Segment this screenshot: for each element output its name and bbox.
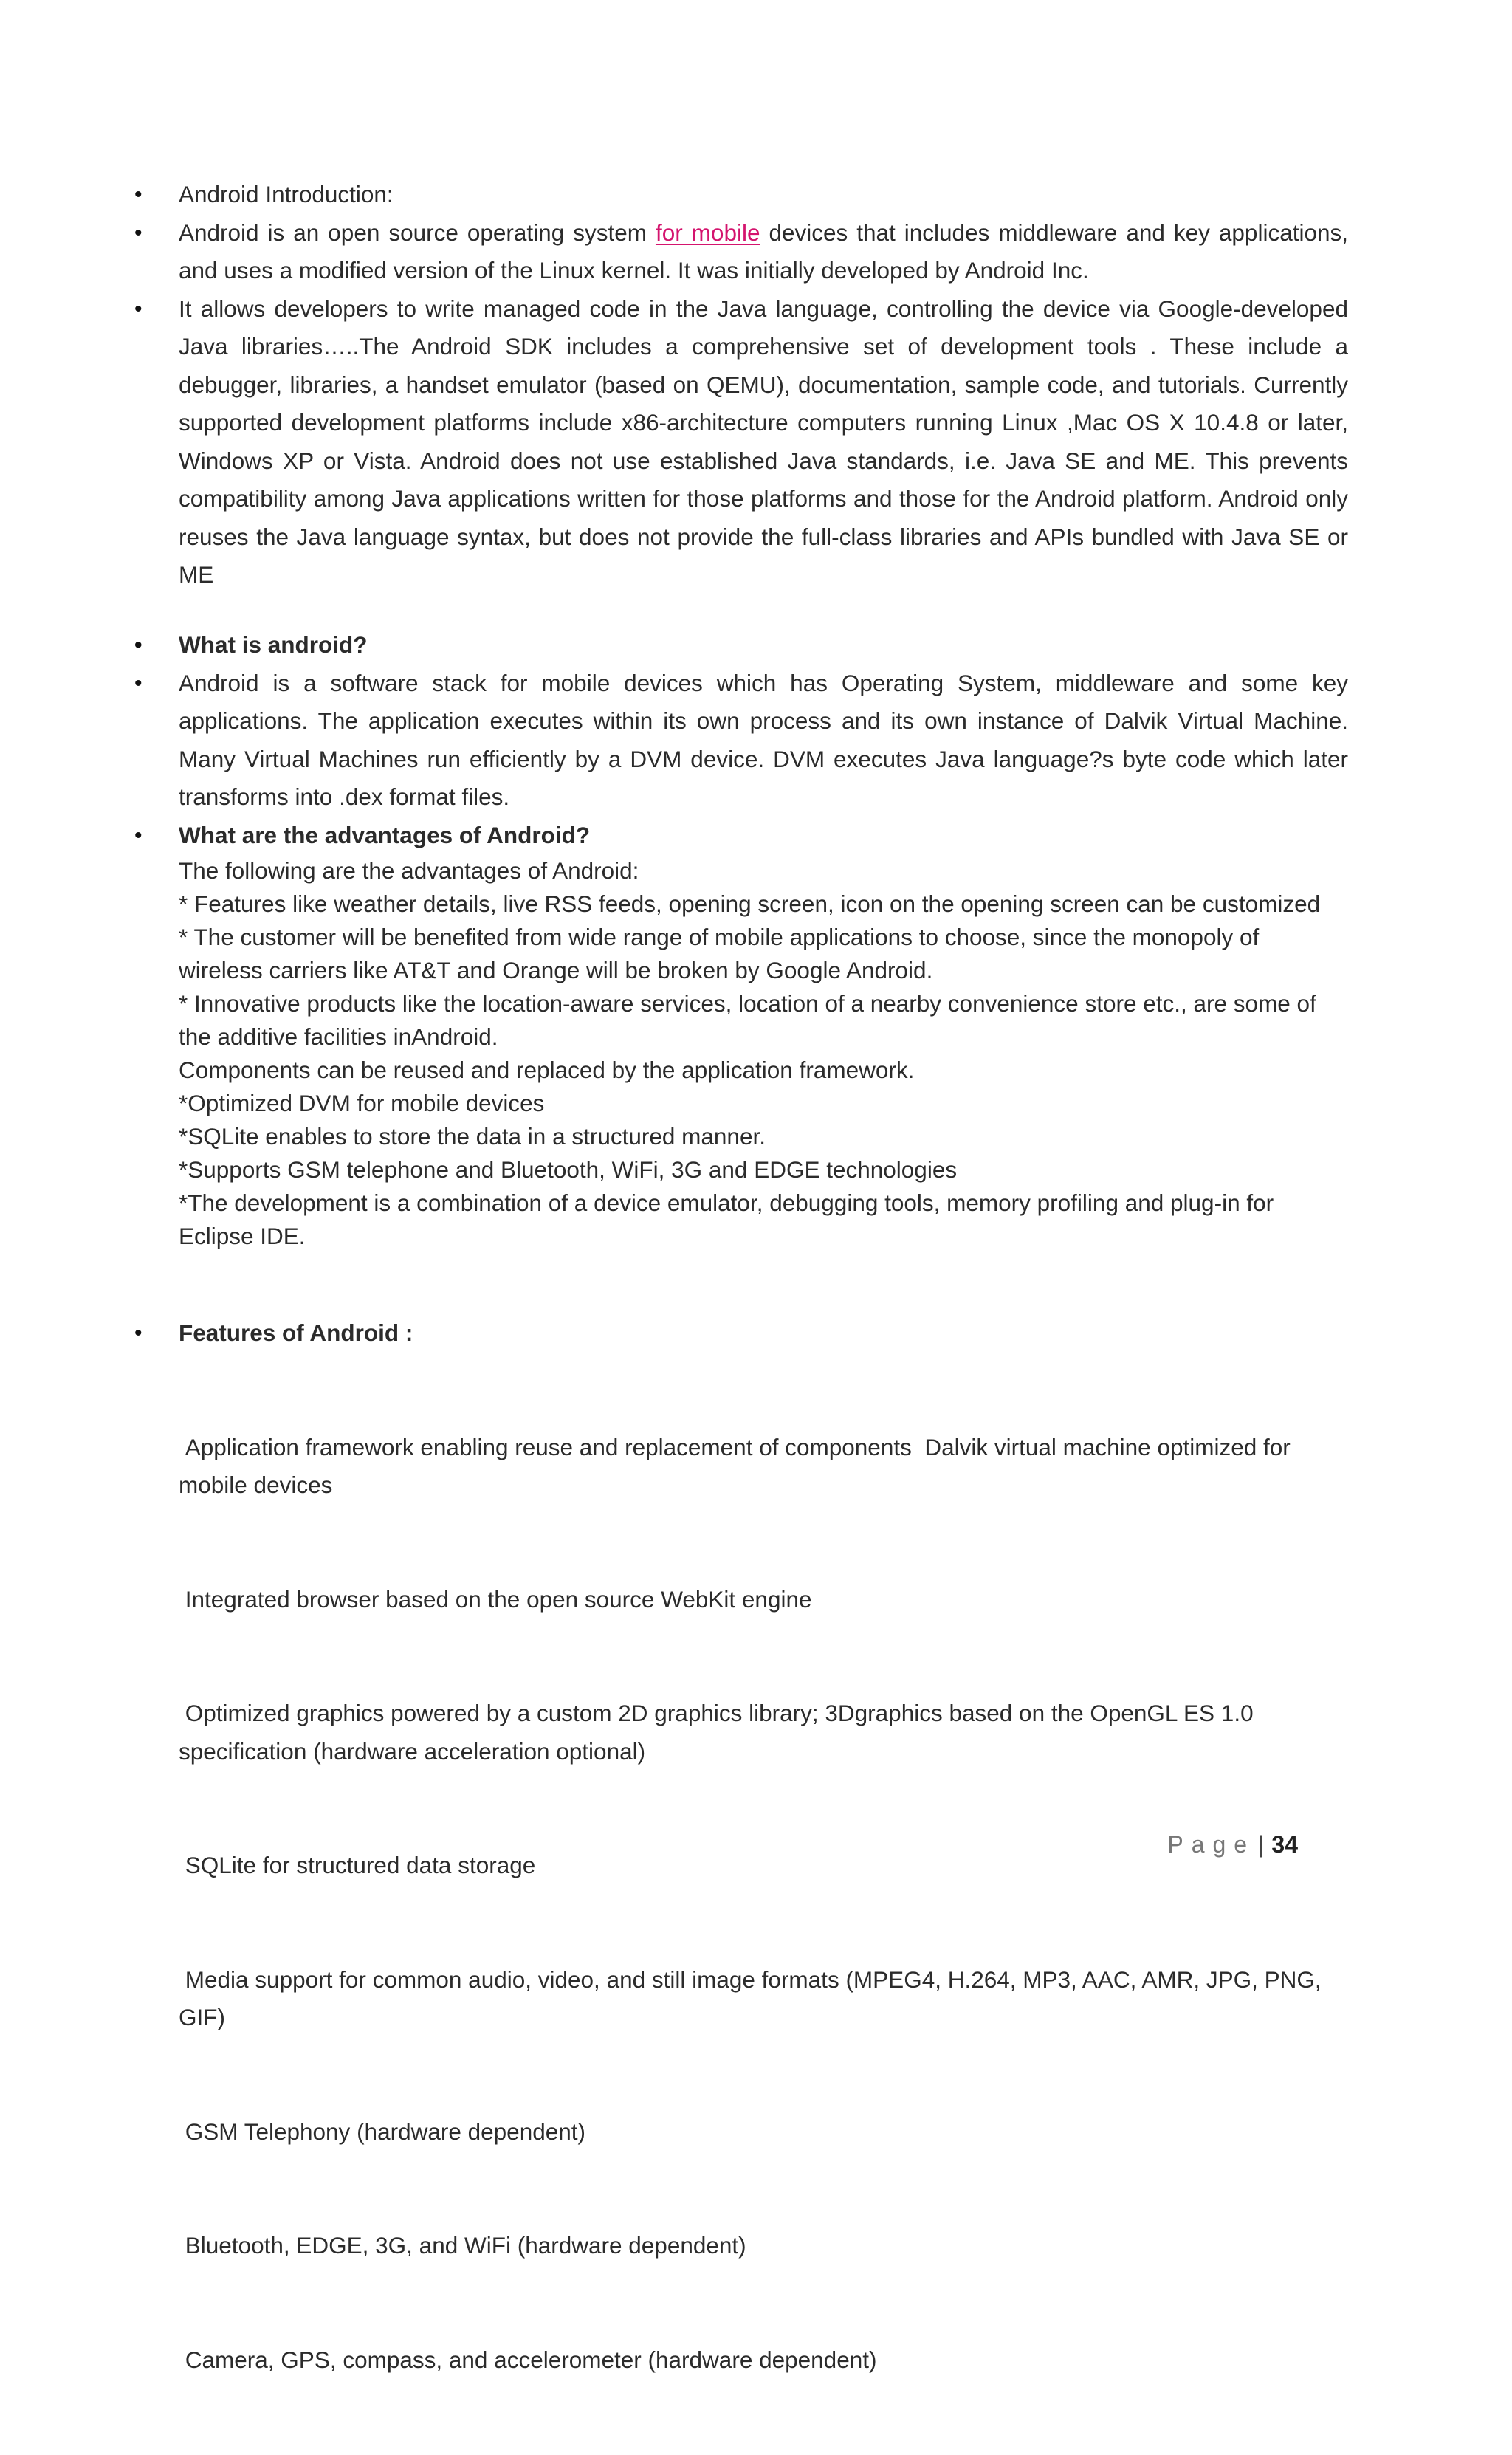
- adv-line: * Features like weather details, live RSS feeds, opening screen, icon on the opening screen can be customized: [179, 887, 1348, 921]
- adv-line: *Supports GSM telephone and Bluetooth, WiFi, 3G and EDGE technologies: [179, 1153, 1348, 1187]
- intro-heading: Android Introduction:: [179, 181, 394, 207]
- feat-line: Media support for common audio, video, and still image formats (MPEG4, H.264, MP3, AAC, AMR, JPG, PNG, GIF): [179, 1961, 1348, 2037]
- feat-line: SQLite for structured data storage: [179, 1847, 1348, 1885]
- bullet-intro-p1: [179, 214, 1348, 290]
- adv-line: Components can be reused and replaced by the application framework.: [179, 1054, 1348, 1087]
- bullet-features: [179, 1314, 1348, 2455]
- bullet-intro-p2: [179, 290, 1348, 594]
- adv-line: *SQLite enables to store the data in a structured manner.: [179, 1120, 1348, 1153]
- page-footer: [1167, 1831, 1298, 1858]
- intro-p2: It allows developers to write managed code in the Java language, controlling the device via Google-developed Java libraries…..The Android SDK includes a comprehensive set of development tools . These include a debugger, libraries, a handset emulator (based on QEMU), documentation, sample code, and tutorials. Currently supported development platforms include x86-architecture computers running Linux ,Mac OS X 10.4.8 or later, Windows XP or Vista. Android does not use established Java standards, i.e. Java SE and ME. This prevents compatibility among Java applications written for those platforms and those for the Android platform. Android only reuses the Java language syntax, but does not provide the full-class libraries and APIs bundled with Java SE or ME: [179, 295, 1348, 588]
- intro-p1-after: devices that includes middleware and key applications, and uses a modified version of the Linux kernel. It was initially developed by Android Inc.: [179, 219, 1348, 284]
- adv-line: The following are the advantages of Android:: [179, 854, 1348, 887]
- for-mobile-link[interactable]: for mobile: [656, 219, 760, 246]
- bullet-intro-heading: [179, 176, 1348, 214]
- bullet-what-heading: [179, 626, 1348, 665]
- feat-line: Application framework enabling reuse and replacement of components Dalvik virtual machine optimized for mobile devices: [179, 1429, 1348, 1505]
- footer-separator: |: [1258, 1831, 1264, 1858]
- content-list: [0, 176, 1512, 594]
- bullet-what-p1: [179, 665, 1348, 817]
- feat-line: GSM Telephony (hardware dependent): [179, 2113, 1348, 2152]
- adv-line: *The development is a combination of a device emulator, debugging tools, memory profiling and plug-in for Eclipse IDE.: [179, 1187, 1348, 1253]
- intro-p1-before: Android is an open source operating system: [179, 219, 656, 246]
- content-list-3: [0, 1314, 1512, 2455]
- feat-line: Optimized graphics powered by a custom 2D graphics library; 3Dgraphics based on the OpenGL ES 1.0 specification (hardware acceleration optional): [179, 1695, 1348, 1771]
- adv-line: * Innovative products like the location-aware services, location of a nearby convenience store etc., are some of the additive facilities inAndroid.: [179, 987, 1348, 1054]
- adv-line: *Optimized DVM for mobile devices: [179, 1087, 1348, 1120]
- feat-lines: [179, 1353, 1348, 2455]
- feat-line: Integrated browser based on the open source WebKit engine: [179, 1581, 1348, 1619]
- bullet-advantages: [179, 817, 1348, 1254]
- feat-heading: • Features of Android :: [179, 1314, 1348, 1353]
- what-p1: Android is a software stack for mobile devices which has Operating System, middleware and some key applications. The application executes within its own process and its own instance of Dalvik Virtual Machine. Many Virtual Machines run efficiently by a DVM device. DVM executes Java language?s byte code which later transforms into .dex format files.: [179, 670, 1348, 811]
- content-list-2: [0, 626, 1512, 1253]
- page-label: Page: [1167, 1831, 1255, 1858]
- page-number: 34: [1271, 1831, 1298, 1858]
- adv-lines: [179, 854, 1348, 1253]
- adv-heading: • What are the advantages of Android?: [179, 817, 1348, 855]
- adv-line: * The customer will be benefited from wide range of mobile applications to choose, since the monopoly of wireless carriers like AT&T and Orange will be broken by Google Android.: [179, 921, 1348, 987]
- feat-line: Bluetooth, EDGE, 3G, and WiFi (hardware dependent): [179, 2227, 1348, 2265]
- what-heading: What is android?: [179, 631, 368, 658]
- feat-line: Camera, GPS, compass, and accelerometer (hardware dependent): [179, 2341, 1348, 2380]
